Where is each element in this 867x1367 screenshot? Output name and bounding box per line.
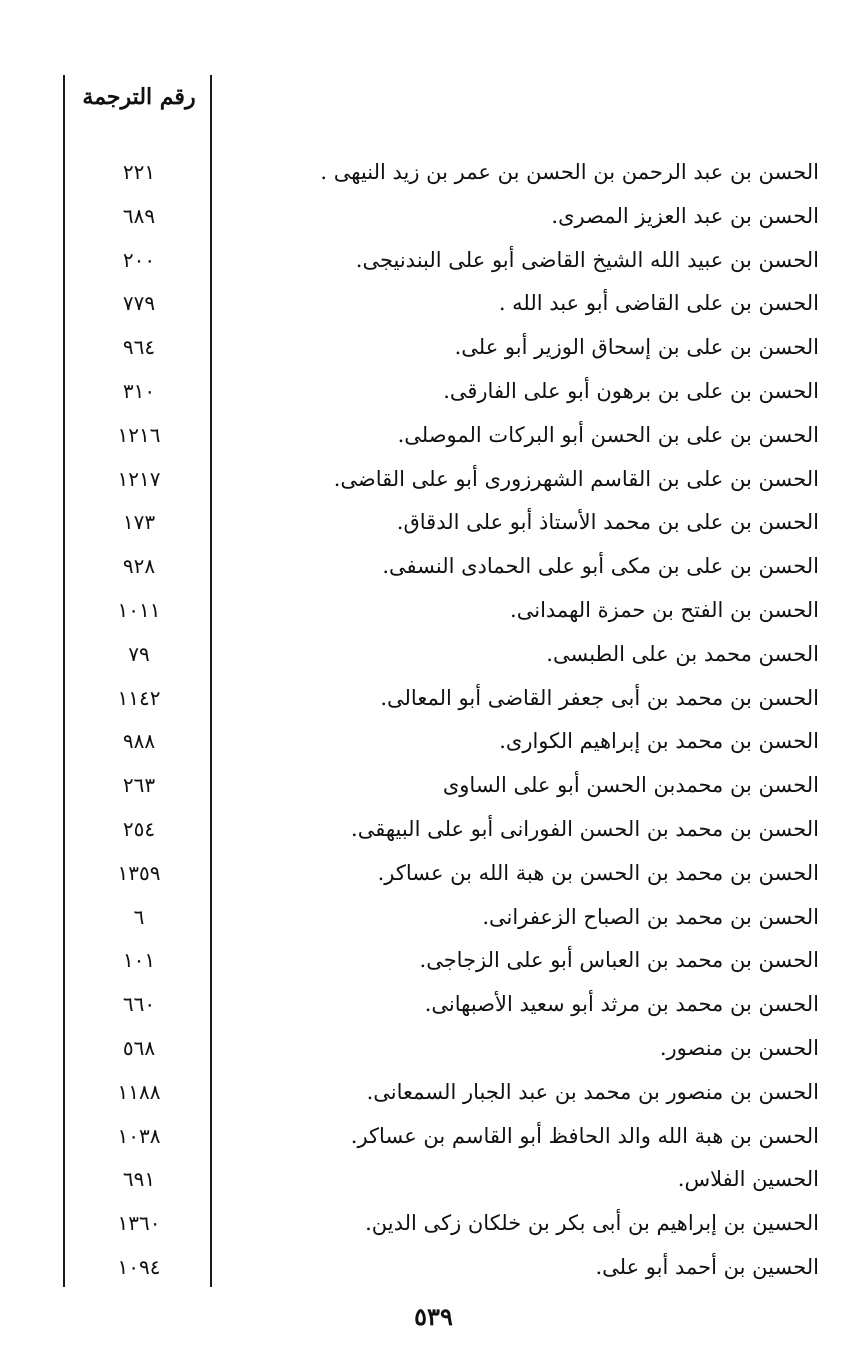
- entry-name: الحسن بن محمد بن الحسن الفورانى أبو على البيهقى.: [351, 817, 819, 841]
- entry-translation-number: ١٠٣٨: [117, 1123, 161, 1148]
- index-entry-row: [0, 763, 867, 807]
- entry-name: الحسين بن أحمد أبو على.: [595, 1255, 819, 1279]
- index-entry-row: [0, 1157, 867, 1201]
- entry-translation-number: ٦٦٠: [122, 992, 156, 1017]
- index-entry-row: [0, 807, 867, 851]
- entry-name: الحسن بن على بن محمد الأستاذ أبو على الدقاق.: [396, 510, 819, 535]
- index-entry-row: [0, 851, 867, 895]
- entry-translation-number: ١١٤٢: [117, 685, 161, 710]
- index-entry-row: [0, 1114, 867, 1158]
- page-number: ٥٣٩: [414, 1302, 453, 1331]
- entry-translation-number: ١٠١١: [117, 598, 161, 622]
- entry-translation-number: ٢٥٤: [122, 817, 156, 841]
- entry-name: الحسن بن محمد بن مرثد أبو سعيد الأصبهانى.: [424, 992, 819, 1017]
- entry-name: الحسن بن على بن برهون أبو على الفارقى.: [443, 379, 819, 403]
- entry-name: الحسن بن محمد بن الحسن بن هبة الله بن عساكر.: [377, 860, 819, 885]
- entry-name: الحسين الفلاس.: [677, 1167, 819, 1192]
- entry-name: الحسن بن على بن إسحاق الوزير أبو على.: [454, 335, 819, 360]
- index-entry-row: [0, 369, 867, 413]
- index-entry-row: [0, 413, 867, 457]
- entry-translation-number: ١٧٣: [122, 510, 156, 535]
- index-entry-row: [0, 1026, 867, 1070]
- column-header-translation-number: رقم الترجمة: [82, 84, 196, 110]
- entry-name: الحسن بن محمد بن إبراهيم الكوارى.: [499, 729, 819, 754]
- index-entry-row: [0, 150, 867, 194]
- entry-translation-number: ١٢١٧: [117, 466, 161, 491]
- entry-name: الحسن بن عبد العزيز المصرى.: [551, 203, 819, 228]
- entry-translation-number: ٧٧٩: [122, 291, 156, 316]
- entry-name: الحسن بن محمد بن الصباح الزعفرانى.: [482, 904, 819, 929]
- entry-name: الحسن بن على القاضى أبو عبد الله .: [498, 291, 819, 316]
- entry-name: الحسن بن على بن مكى أبو على الحمادى النسفى.: [382, 554, 819, 579]
- index-entry-row: [0, 500, 867, 544]
- entry-name: الحسين بن إبراهيم بن أبى بكر بن خلكان زكى الدين.: [365, 1211, 819, 1236]
- entry-translation-number: ١٣٦٠: [117, 1211, 161, 1236]
- index-entry-row: [0, 281, 867, 325]
- index-entry-row: [0, 719, 867, 763]
- entry-name: الحسن بن منصور.: [659, 1036, 819, 1060]
- entry-name: الحسن بن عبيد الله الشيخ القاضى أبو على البندنيجى.: [355, 247, 819, 272]
- entry-name: الحسن بن محمدبن الحسن أبو على الساوى: [442, 773, 819, 798]
- index-entry-row: [0, 982, 867, 1026]
- entry-name: الحسن بن محمد بن أبى جعفر القاضى أبو المعالى.: [380, 685, 819, 710]
- index-entry-row: [0, 895, 867, 939]
- entry-translation-number: ٩٨٨: [122, 729, 156, 754]
- entry-translation-number: ٩٦٤: [122, 335, 156, 360]
- entry-name: الحسن بن محمد بن العباس أبو على الزجاجى.: [419, 948, 819, 973]
- index-entry-row: [0, 632, 867, 676]
- entry-translation-number: ٩٢٨: [122, 554, 156, 579]
- index-entry-row: [0, 676, 867, 720]
- index-entry-row: [0, 588, 867, 632]
- index-entry-row: [0, 194, 867, 238]
- index-entry-row: [0, 1070, 867, 1114]
- index-entry-row: [0, 1245, 867, 1289]
- entry-translation-number: ٢٠٠: [122, 247, 156, 272]
- entry-translation-number: ١٣٥٩: [117, 860, 161, 885]
- entry-translation-number: ٦: [133, 904, 145, 929]
- index-entry-row: [0, 938, 867, 982]
- entry-name: الحسن بن الفتح بن حمزة الهمدانى.: [510, 598, 819, 622]
- entry-translation-number: ١٠١: [122, 948, 156, 973]
- entry-name: الحسن بن عبد الرحمن بن الحسن بن عمر بن زيد النيهى .: [320, 160, 819, 184]
- entry-translation-number: ٧٩: [128, 641, 150, 666]
- entry-translation-number: ٦٨٩: [122, 203, 156, 228]
- index-entry-row: [0, 325, 867, 369]
- entry-translation-number: ٣١٠: [122, 379, 156, 403]
- entry-name: الحسن بن منصور بن محمد بن عبد الجبار السمعانى.: [366, 1079, 819, 1104]
- entry-translation-number: ٢٢١: [122, 160, 156, 184]
- entry-translation-number: ١٢١٦: [117, 422, 161, 447]
- index-entry-row: [0, 457, 867, 501]
- entry-translation-number: ٦٩١: [122, 1167, 156, 1192]
- index-entry-row: [0, 238, 867, 282]
- entry-name: الحسن بن هبة الله والد الحافظ أبو القاسم بن عساكر.: [350, 1123, 819, 1148]
- entry-name: الحسن بن على بن الحسن أبو البركات الموصلى.: [397, 422, 819, 447]
- entry-translation-number: ١١٨٨: [117, 1079, 161, 1104]
- index-entry-row: [0, 1201, 867, 1245]
- entry-translation-number: ١٠٩٤: [117, 1255, 161, 1279]
- entry-translation-number: ٥٦٨: [122, 1036, 156, 1060]
- entry-name: الحسن محمد بن على الطبسى.: [546, 641, 819, 666]
- entry-name: الحسن بن على بن القاسم الشهرزورى أبو على القاضى.: [333, 466, 819, 491]
- index-entry-row: [0, 544, 867, 588]
- entry-translation-number: ٢٦٣: [122, 773, 156, 798]
